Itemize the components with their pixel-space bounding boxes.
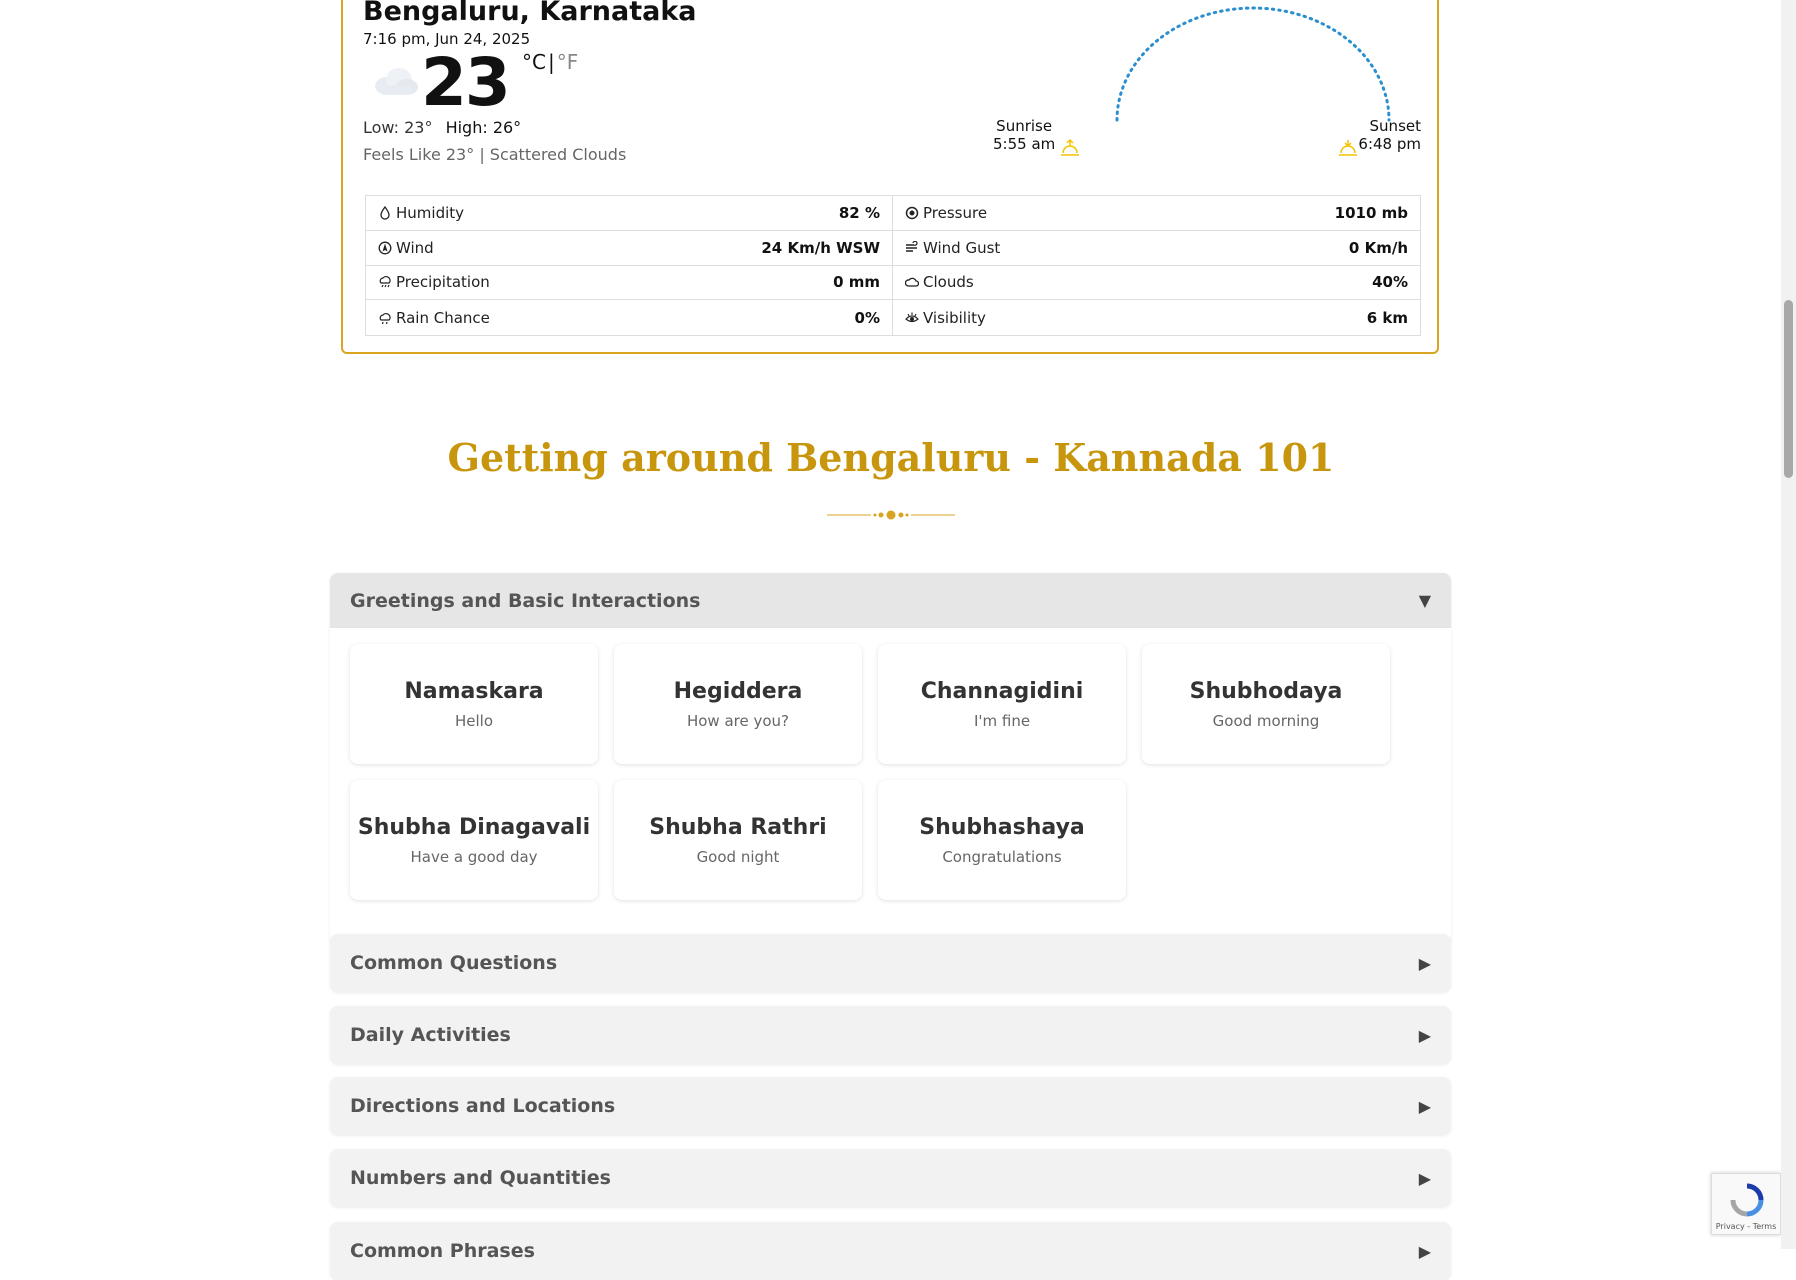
sunset-icon — [1338, 138, 1358, 156]
detail-value: 0 mm — [833, 273, 880, 292]
wind-gust-icon — [905, 241, 919, 255]
low-temp: Low: 23° — [363, 118, 433, 137]
low-high — [363, 118, 521, 137]
accordion-header[interactable] — [330, 1222, 1451, 1280]
phrase-card — [350, 780, 598, 900]
recaptcha-badge[interactable] — [1711, 1173, 1781, 1235]
high-temp: High: 26° — [445, 118, 522, 137]
detail-visibility — [893, 300, 1420, 335]
phrase-english: Hello — [454, 711, 494, 730]
detail-label: Precipitation — [396, 273, 490, 292]
weather-datetime: 7:16 pm, Jun 24, 2025 — [363, 30, 531, 48]
detail-label: Clouds — [923, 273, 974, 292]
caret-down-icon: ▼ — [1418, 591, 1431, 610]
unit-separator: | — [547, 50, 555, 74]
detail-value: 24 Km/h WSW — [761, 238, 880, 257]
caret-right-icon: ▶ — [1418, 1096, 1431, 1116]
accordion-directions — [330, 1077, 1451, 1135]
detail-rain-chance — [366, 300, 893, 335]
accordion-body — [330, 628, 1451, 944]
detail-wind-gust — [893, 231, 1420, 266]
phrase-kannada: Shubhodaya — [1189, 678, 1343, 704]
drop-icon — [378, 206, 392, 220]
caret-right-icon: ▶ — [1418, 1025, 1431, 1045]
weather-card — [341, 0, 1439, 354]
accordion-title: Numbers and Quantities — [350, 1167, 611, 1189]
ornament-divider-icon — [827, 508, 955, 522]
phrase-kannada: Namaskara — [404, 678, 544, 704]
caret-right-icon: ▶ — [1418, 1241, 1431, 1261]
detail-pressure — [893, 196, 1420, 231]
detail-label: Wind — [396, 238, 434, 257]
detail-label: Humidity — [396, 203, 465, 222]
accordion-header[interactable] — [330, 573, 1451, 628]
cloud-icon — [371, 66, 419, 96]
phrase-kannada: Shubhashaya — [919, 814, 1085, 840]
phrase-card — [614, 644, 862, 764]
accordion-title: Daily Activities — [350, 1024, 511, 1046]
caret-right-icon: ▶ — [1418, 1168, 1431, 1188]
recaptcha-links[interactable]: Privacy - Terms — [1715, 1222, 1777, 1231]
accordion-common-questions — [330, 934, 1451, 992]
detail-label: Pressure — [923, 203, 988, 222]
cloud-outline-icon — [905, 275, 919, 289]
eye-icon — [905, 311, 919, 325]
accordion-numbers — [330, 1149, 1451, 1207]
weather-details-table — [365, 195, 1421, 336]
sunrise-time: 5:55 am — [993, 135, 1056, 153]
rain-chance-icon — [378, 311, 392, 325]
phrase-kannada: Hegiddera — [673, 678, 803, 704]
detail-wind — [366, 231, 893, 266]
phrase-card — [1142, 644, 1390, 764]
phrase-card — [878, 644, 1126, 764]
phrase-card — [350, 644, 598, 764]
phrase-english: Have a good day — [410, 847, 538, 866]
accordion-title: Common Questions — [350, 952, 558, 974]
celsius-toggle[interactable]: °C — [522, 50, 546, 74]
detail-humidity — [366, 196, 893, 231]
accordion-header[interactable] — [330, 1077, 1451, 1135]
detail-label: Visibility — [923, 308, 986, 327]
sunrise-info — [993, 117, 1055, 153]
phrase-english: How are you? — [686, 711, 790, 730]
phrase-english: Good morning — [1212, 711, 1320, 730]
phrase-english: Good night — [696, 847, 780, 866]
fahrenheit-toggle[interactable]: °F — [556, 50, 579, 74]
phrase-english: I'm fine — [973, 711, 1031, 730]
feels-like: Feels Like 23° | Scattered Clouds — [363, 145, 627, 164]
sunrise-icon — [1060, 138, 1080, 156]
detail-value: 1010 mb — [1334, 203, 1408, 222]
detail-clouds — [893, 266, 1420, 301]
phrase-kannada: Shubha Rathri — [649, 814, 827, 840]
accordion-title: Common Phrases — [350, 1240, 535, 1262]
accordion-header[interactable] — [330, 1006, 1451, 1064]
unit-toggle — [522, 50, 578, 74]
phrase-card — [878, 780, 1126, 900]
sunset-info — [1358, 117, 1421, 153]
accordion-greetings — [330, 573, 1451, 944]
phrase-english: Congratulations — [942, 847, 1062, 866]
detail-value: 82 % — [838, 203, 880, 222]
detail-value: 40% — [1372, 273, 1408, 292]
caret-right-icon: ▶ — [1418, 953, 1431, 973]
sunset-label: Sunset — [1369, 117, 1421, 135]
temperature-value: 23 — [421, 44, 509, 121]
accordion-daily-activities — [330, 1006, 1451, 1064]
phrase-kannada: Channagidini — [920, 678, 1084, 704]
accordion-header[interactable] — [330, 934, 1451, 992]
section-title: Getting around Bengaluru - Kannada 101 — [447, 435, 1335, 480]
scrollbar-thumb[interactable] — [1784, 300, 1793, 478]
accordion-title: Directions and Locations — [350, 1095, 616, 1117]
location-title: Bengaluru, Karnataka — [363, 0, 697, 27]
accordion-title: Greetings and Basic Interactions — [350, 589, 701, 612]
accordion-header[interactable] — [330, 1149, 1451, 1207]
accordion-common-phrases — [330, 1222, 1451, 1280]
sunset-time: 6:48 pm — [1358, 135, 1421, 153]
recaptcha-icon — [1729, 1182, 1765, 1218]
phrase-kannada: Shubha Dinagavali — [357, 814, 591, 840]
detail-value: 6 km — [1366, 308, 1408, 327]
detail-label: Wind Gust — [923, 238, 1001, 257]
page-scrollbar[interactable] — [1781, 0, 1796, 1249]
compass-icon — [378, 241, 392, 255]
precipitation-icon — [378, 275, 392, 289]
sunrise-label: Sunrise — [996, 117, 1053, 135]
detail-value: 0 Km/h — [1348, 238, 1408, 257]
phrase-grid — [350, 644, 1431, 900]
detail-value: 0% — [854, 308, 880, 327]
detail-label: Rain Chance — [396, 308, 490, 327]
phrase-card — [614, 780, 862, 900]
detail-precipitation — [366, 266, 893, 301]
gauge-icon — [905, 206, 919, 220]
